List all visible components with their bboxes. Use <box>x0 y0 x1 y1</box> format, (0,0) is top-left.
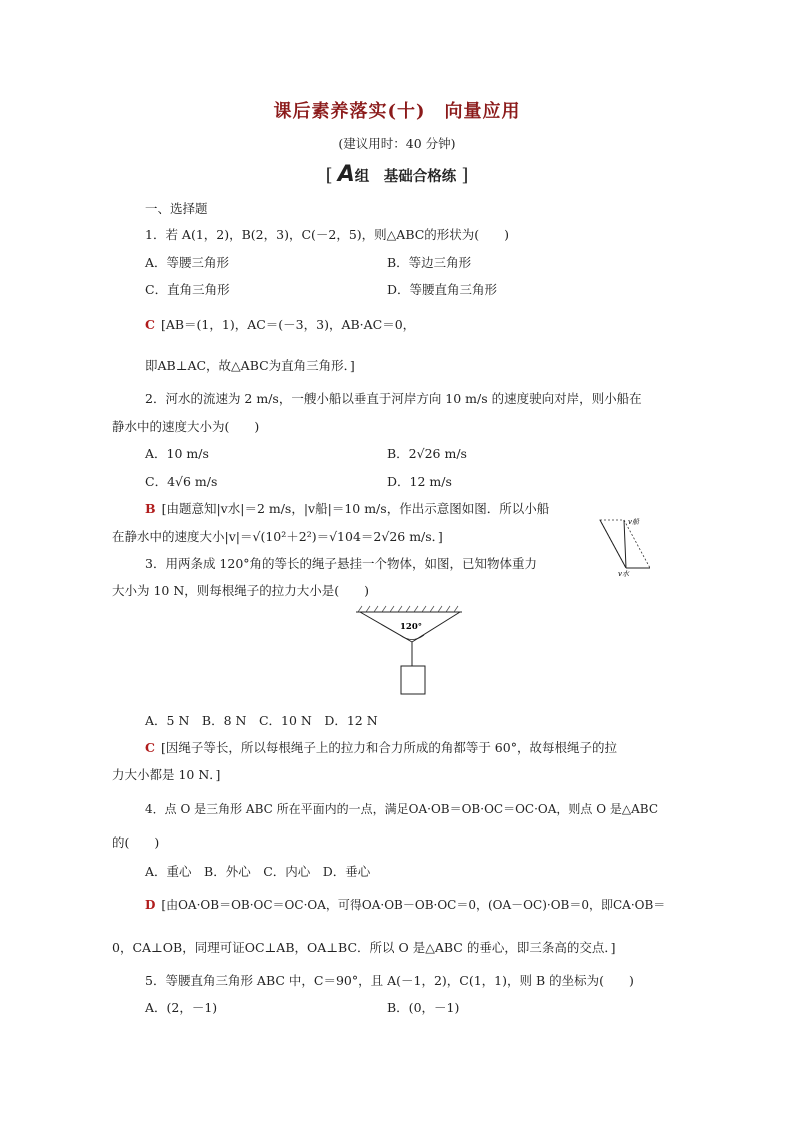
q3-sol1-text: [因绳子等长，所以每根绳子上的拉力和合力所成的角都等于 60°，故每根绳子的拉 <box>160 740 617 755</box>
q2-stem-line1: 2．河水的流速为 2 m/s，一艘小船以垂直于河岸方向 10 m/s 的速度驶向对岸，则小船在 <box>145 391 642 406</box>
q3-solution-line1 <box>145 738 617 756</box>
q5-stem: 5．等腰直角三角形 ABC 中，C＝90°，且 A(－1，2)，C(1，1)，则 B 的坐标为( ) <box>145 973 634 988</box>
q4-options: A．重心 B．外心 C．内心 D．垂心 <box>145 864 371 879</box>
time-hint: (建议用时：40 分钟) <box>338 136 456 151</box>
q2-option-b: B．2√26 m/s <box>387 446 467 461</box>
q2-fig-label-water: v水 <box>618 570 629 578</box>
q1-solution-line2: 即AB⊥AC，故△ABC为直角三角形．] <box>145 358 355 373</box>
q2-answer: B <box>145 501 156 516</box>
q1-option-d: D．等腰直角三角形 <box>387 282 498 297</box>
q3-answer: C <box>145 740 155 755</box>
q2-stem-line2: 静水中的速度大小为( ) <box>112 419 260 434</box>
q5-option-a: A．(2，－1) <box>145 1000 218 1015</box>
q3-solution-line2: 力大小都是 10 N．] <box>112 767 221 782</box>
q1-stem: 1．若 A(1，2)，B(2，3)，C(－2，5)，则△ABC的形状为( ) <box>145 227 510 242</box>
q3-hanging-weight-diagram <box>350 604 468 700</box>
q3-stem-line1: 3．用两条成 120°角的等长的绳子悬挂一个物体，如图，已知物体重力 <box>145 556 538 571</box>
q4-answer: D <box>145 898 156 912</box>
q1-option-c: C．直角三角形 <box>145 282 230 297</box>
q2-sol1-text: [由题意知|v水|＝2 m/s，|v船|＝10 m/s，作出示意图如图．所以小船 <box>161 501 550 516</box>
q4-stem-line2: 的( ) <box>112 835 160 850</box>
group-bracket-left: [ <box>325 165 333 186</box>
q4-solution-line1 <box>145 896 665 913</box>
q1-solution-line1 <box>145 315 415 333</box>
q4-stem-line1: 4．点 O 是三角形 ABC 所在平面内的一点，满足OA·OB＝OB·OC＝OC·OA，则点 O 是△ABC <box>145 802 659 816</box>
q4-solution-line2: 0，CA⊥OB，同理可证OC⊥AB，OA⊥BC．所以 O 是△ABC 的垂心，即三条高的交点．] <box>112 940 616 955</box>
q1-answer: C <box>145 317 155 332</box>
q2-fig-label-boat: v船 <box>628 518 639 526</box>
group-bracket-right: ] <box>461 165 469 186</box>
group-label: 组 基础合格练 <box>354 168 457 185</box>
q2-velocity-diagram <box>592 512 662 578</box>
q2-option-c: C．4√6 m/s <box>145 474 218 489</box>
q3-stem-line2: 大小为 10 N，则每根绳子的拉力大小是( ) <box>112 583 370 598</box>
q2-solution-line1 <box>145 499 549 517</box>
page-title: 课后素养落实(十) 向量应用 <box>273 101 521 122</box>
q2-option-d: D．12 m/s <box>387 474 452 489</box>
q1-option-a: A．等腰三角形 <box>145 255 230 270</box>
q5-option-b: B．(0，－1) <box>387 1000 460 1015</box>
q3-fig-angle-label: 120° <box>400 622 422 632</box>
q2-option-a: A．10 m/s <box>145 446 209 461</box>
q1-option-b: B．等边三角形 <box>387 255 472 270</box>
q2-solution-line2: 在静水中的速度大小|v|＝√(10²＋2²)＝√104＝2√26 m/s．] <box>112 529 443 544</box>
section-heading: 一、选择题 <box>145 201 208 216</box>
q3-options: A．5 N B．8 N C．10 N D．12 N <box>145 713 378 728</box>
q4-sol1-text: [由OA·OB＝OB·OC＝OC·OA，可得OA·OB－OB·OC＝0，(OA－OC)·OB＝0，即CA·OB＝ <box>161 898 666 912</box>
group-heading <box>0 162 794 187</box>
q1-sol1-text: [AB＝(1，1)，AC＝(－3，3)，AB·AC＝0， <box>160 317 416 332</box>
group-letter: A <box>337 162 355 187</box>
